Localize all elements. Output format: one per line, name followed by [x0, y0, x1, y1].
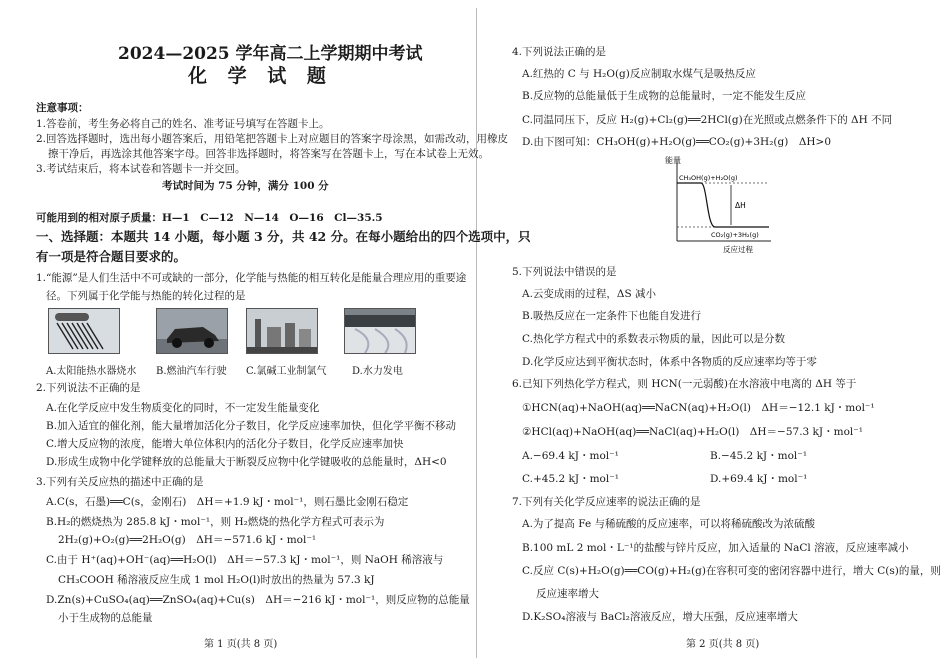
q7-option-c: C.反应 C(s)+H₂O(g)══CO(g)+H₂(g)在容积可变的密闭容器中进行，增大 C(s)的量，则 — [522, 565, 941, 577]
q2-option-c: C.增大反应物的浓度，能增大单位体积内的活化分子数目，化学反应速率加快 — [46, 438, 404, 450]
q4-option-a: A.红热的 C 与 H₂O(g)反应制取水煤气是吸热反应 — [522, 68, 756, 80]
q4-option-c: C.同温同压下，反应 H₂(g)+Cl₂(g)══2HCl(g)在光照或点燃条件下的 ΔH 不同 — [522, 114, 893, 126]
q2-option-d: D.形成生成物中化学键释放的总能量大于断裂反应物中化学键吸收的总能量时，ΔH<0 — [46, 456, 447, 468]
reaction-axis-label: 反应过程 — [723, 245, 753, 254]
right-page — [478, 0, 950, 667]
solar-water-heater-image — [48, 308, 120, 354]
note-line: 3.考试结束后，将本试卷和答题卡一并交回。 — [36, 163, 246, 175]
question-3-stem: 3.下列有关反应热的描述中正确的是 — [36, 476, 204, 488]
q6-equation-2: ②HCl(aq)+NaOH(aq)══NaCl(aq)+H₂O(l) ΔH＝−57.3 kJ・mol⁻¹ — [522, 426, 864, 438]
q6-option-c: C.+45.2 kJ・mol⁻¹ — [522, 473, 619, 485]
q5-option-c: C.热化学方程式中的系数表示物质的量，因此可以是分数 — [522, 333, 785, 345]
question-1-stem: 径。下列属于化学能与热能的转化过程的是 — [46, 290, 246, 302]
question-6-stem: 6.已知下列热化学方程式，则 HCN(一元弱酸)在水溶液中电离的 ΔH 等于 — [512, 378, 857, 390]
note-line: 1.答卷前，考生务必将自己的姓名、准考证号填写在答题卡上。 — [36, 118, 330, 130]
q4-option-b: B.反应物的总能量低于生成物的总能量时，一定不能发生反应 — [522, 90, 807, 102]
page-footer: 第 1 页(共 8 页) — [204, 639, 278, 650]
product-label: CO₂(g)+3H₂(g) — [711, 231, 759, 239]
section-heading: 一、选择题：本题共 14 小题，每小题 3 分，共 42 分。在每小题给出的四个选项中，只 — [36, 229, 531, 244]
q6-option-d: D.+69.4 kJ・mol⁻¹ — [710, 473, 808, 485]
section-heading: 有一项是符合题目要求的。 — [36, 249, 187, 264]
q7-option-a: A.为了提高 Fe 与稀硫酸的反应速率，可以将稀硫酸改为浓硫酸 — [522, 518, 816, 530]
q7-option-b: B.100 mL 2 mol・L⁻¹的盐酸与锌片反应，加入适量的 NaCl 溶液，反应速率减小 — [522, 542, 909, 554]
car-image — [156, 308, 228, 354]
chlor-alkali-plant-image — [246, 308, 318, 354]
question-5-stem: 5.下列说法中错误的是 — [512, 266, 617, 278]
q1-option-d: D.水力发电 — [352, 366, 403, 377]
exam-subtitle: 化 学 试 题 — [188, 65, 333, 87]
atomic-masses: 可能用到的相对原子质量：H—1 C—12 N—14 O—16 Cl—35.5 — [36, 212, 383, 224]
q5-option-b: B.吸热反应在一定条件下也能自发进行 — [522, 310, 702, 322]
q5-option-a: A.云变成雨的过程，ΔS 减小 — [522, 288, 657, 300]
q5-option-d: D.化学反应达到平衡状态时，体系中各物质的反应速率均等于零 — [522, 356, 817, 368]
dh-label: ΔH — [735, 201, 746, 210]
question-1-stem: 1.“能源”是人们生活中不可或缺的一部分，化学能与热能的相互转化是能量合理应用的重要途 — [36, 272, 467, 284]
q2-option-a: A.在化学反应中发生物质变化的同时，不一定发生能量变化 — [46, 402, 320, 414]
q3-option-c: C.由于 H⁺(aq)+OH⁻(aq)══H₂O(l) ΔH＝−57.3 kJ・mol⁻¹，则 NaOH 稀溶液与 — [46, 554, 444, 566]
q1-option-a: A.太阳能热水器烧水 — [46, 366, 137, 377]
page-divider — [476, 8, 477, 658]
q7-option-c-cont: 反应速率增大 — [536, 588, 599, 600]
question-7-stem: 7.下列有关化学反应速率的说法正确的是 — [512, 496, 701, 508]
notes-heading: 注意事项： — [36, 102, 89, 114]
q2-option-b: B.加入适宜的催化剂，能大量增加活化分子数目，化学反应速率加快，但化学平衡不移动 — [46, 420, 457, 432]
q1-option-c: C.氯碱工业制氯气 — [246, 366, 327, 377]
question-4-stem: 4.下列说法正确的是 — [512, 46, 607, 58]
note-line: 擦干净后，再选涂其他答案字母。回答非选择题时，将答案写在答题卡上，写在本试卷上无效。 — [48, 148, 489, 160]
q6-option-a: A.−69.4 kJ・mol⁻¹ — [522, 450, 619, 462]
q3-option-d-cont: 小于生成物的总能量 — [58, 612, 153, 624]
energy-axis-label: 能量 — [665, 156, 681, 165]
q3-option-b-cont: 2H₂(g)+O₂(g)══2H₂O(g) ΔH＝−571.6 kJ・mol⁻¹ — [58, 534, 317, 546]
q3-option-c-cont: CH₃COOH 稀溶液反应生成 1 mol H₂O(l)时放出的热量为 57.3 kJ — [58, 574, 375, 586]
q3-option-b: B.H₂的燃烧热为 285.8 kJ・mol⁻¹，则 H₂燃烧的热化学方程式可表示为 — [46, 516, 385, 528]
q3-option-d: D.Zn(s)+CuSO₄(aq)══ZnSO₄(aq)+Cu(s) ΔH＝−216 kJ・mol⁻¹，则反应物的总能量 — [46, 594, 470, 606]
q4-option-d: D.由下图可知：CH₃OH(g)+H₂O(g)══CO₂(g)+3H₂(g) ΔH>0 — [522, 136, 832, 148]
exam-title: 2024—2025 学年高二上学期期中考试 — [118, 44, 423, 64]
q6-option-b: B.−45.2 kJ・mol⁻¹ — [710, 450, 808, 462]
q6-equation-1: ①HCN(aq)+NaOH(aq)══NaCN(aq)+H₂O(l) ΔH＝−12.1 kJ・mol⁻¹ — [522, 402, 875, 414]
hydropower-dam-image — [344, 308, 416, 354]
reactant-label: CH₃OH(g)+H₂O(g) — [679, 174, 738, 182]
note-line: 2.回答选择题时，选出每小题答案后，用铅笔把答题卡上对应题目的答案字母涂黑，如需改动，用橡皮 — [36, 133, 509, 145]
q3-option-a: A.C(s，石墨)══C(s，金刚石) ΔH＝+1.9 kJ・mol⁻¹，则石墨比金刚石稳定 — [46, 496, 409, 508]
exam-time: 考试时间为 75 分钟，满分 100 分 — [162, 180, 329, 192]
q7-option-d: D.K₂SO₄溶液与 BaCl₂溶液反应，增大压强，反应速率增大 — [522, 611, 798, 623]
energy-diagram — [663, 155, 783, 255]
reaction-curve — [677, 183, 769, 227]
page-footer: 第 2 页(共 8 页) — [686, 639, 760, 650]
q1-option-b: B.燃油汽车行驶 — [156, 366, 227, 377]
question-2-stem: 2.下列说法不正确的是 — [36, 382, 141, 394]
